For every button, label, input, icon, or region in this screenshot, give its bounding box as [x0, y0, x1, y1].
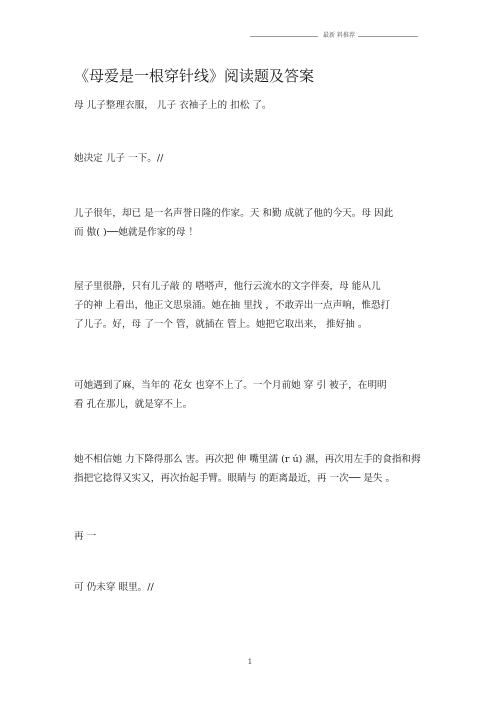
paragraph-line: 屋子里很静，只有儿子敲 的 嗒嗒声，他行云流水的文字伴奏，母 能从儿	[74, 281, 381, 292]
paragraph-8	[74, 578, 424, 597]
paragraph-line: 可她遇到了麻，当年的 花女 也穿不上了。一个月前她 穿 引 被子，在明明	[74, 380, 387, 391]
paragraph-6	[74, 450, 424, 488]
paragraph-line: 指把它捻得又实又，再次抬起手臂。眼睛与 的距离最近，再 一次── 是失 。	[74, 473, 396, 484]
paragraph-line: 而 傲( )──她就是作家的母 ！	[74, 227, 199, 238]
paragraph-line: 可 仍未穿 眼里。//	[74, 582, 154, 593]
header-rule-right	[358, 36, 418, 37]
paragraph-7	[74, 527, 424, 546]
paragraph-line: 再 一	[74, 531, 97, 542]
paragraph-4	[74, 277, 424, 334]
page-header	[250, 30, 418, 42]
paragraph-line: 看 孔在那儿，就是穿不上。	[74, 399, 193, 410]
paragraph-2	[74, 149, 424, 168]
paragraph-line: 了儿子。好，母 了一个 管，就插在 管上。她把它取出来， 推好抽 。	[74, 319, 368, 330]
header-text: 最新 料推荐	[323, 32, 355, 39]
page-number: 1	[247, 658, 253, 666]
paragraph-line: 子的神 上看出，他正文思泉涌。她在抽 里找 ，不敢弄出一点声响，惟恐打	[74, 300, 391, 311]
document-title: 《母爱是一根穿针线》阅读题及答案	[74, 67, 315, 85]
paragraph-3	[74, 204, 424, 242]
paragraph-5	[74, 376, 424, 414]
paragraph-line: 她不相信她 力下降得那么 害。再次把 伸 嘴里濡 (r ú) 濕，再次用左手的食指和拇	[74, 454, 421, 465]
header-rule-left	[250, 36, 318, 37]
paragraph-line: 她决定 儿子 一下。//	[74, 153, 164, 164]
paragraph-1	[74, 96, 424, 115]
paragraph-line: 母 儿子整理衣服， 儿子 衣袖子上的 扣松 了。	[74, 100, 272, 111]
paragraph-line: 儿子很年，却已 是一名声誉日隆的作家。天 和勤 成就了他的今天。母 因此	[74, 208, 394, 219]
